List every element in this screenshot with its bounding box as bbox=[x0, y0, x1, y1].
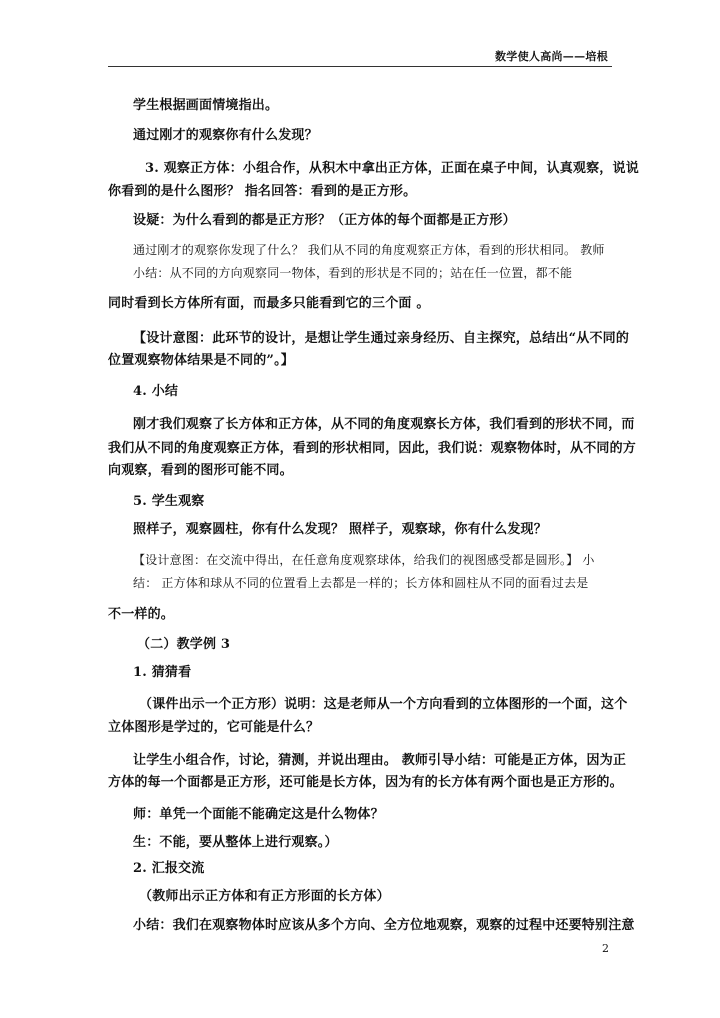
text-line: 让学生小组合作，讨论，猜测，并说出理由。 教师引导小结：可能是正方体，因为正 bbox=[133, 753, 627, 768]
text-line: 方体的每一个面都是正方形，还可能是长方体，因为有的长方体有两个面也是正方形的。 bbox=[108, 775, 623, 790]
text-line: 师：单凭一个面能不能确定这是什么物体？ bbox=[133, 807, 384, 822]
section-heading: 4. 小结 bbox=[133, 384, 179, 399]
text-line: 【设计意图：此环节的设计，是想让学生通过亲身经历、自主探究，总结出“从不同的 bbox=[133, 331, 630, 346]
text-line: 生：不能，要从整体上进行观察。） bbox=[133, 835, 338, 850]
section-heading: 2. 汇报交流 bbox=[133, 861, 205, 876]
text-line: 刚才我们观察了长方体和正方体，从不同的角度观察长方体，我们看到的形状不同，而 bbox=[133, 417, 635, 432]
text-line: 我们从不同的角度观察正方体，看到的形状相同，因此，我们说：观察物体时，从不同的方 bbox=[108, 441, 637, 456]
text-line: 通过刚才的观察你有什么发现？ bbox=[133, 128, 318, 143]
text-line: 【设计意图：在交流中得出，在任意角度观察球体，给我们的视图感受都是圆形。】 小 bbox=[133, 553, 595, 567]
text-line: 结： 正方体和球从不同的位置看上去都是一样的；长方体和圆柱从不同的面看过去是 bbox=[133, 576, 589, 590]
header-rule bbox=[108, 66, 612, 67]
section-heading: 1. 猜猜看 bbox=[133, 665, 192, 680]
text-line: 立体图形是学过的，它可能是什么？ bbox=[108, 720, 320, 735]
page-number: 2 bbox=[602, 942, 609, 955]
text-line: 向观察，看到的图形可能不同。 bbox=[108, 463, 293, 478]
text-line: 小结：我们在观察物体时应该从多个方向、全方位地观察，观察的过程中还要特别注意 bbox=[133, 918, 635, 933]
section-heading: 5. 学生观察 bbox=[133, 494, 205, 509]
page-header: 数学使人高尚——培根 bbox=[495, 50, 608, 63]
text-line: 你看到的是什么图形？ 指名回答：看到的是正方形。 bbox=[108, 184, 417, 199]
text-line: 3. 观察正方体：小组合作，从积木中拿出正方体，正面在桌子中间，认真观察，说说 bbox=[145, 161, 639, 176]
text-line: 照样子，观察圆柱，你有什么发现？ 照样子，观察球，你有什么发现？ bbox=[133, 522, 547, 537]
text-line: （课件出示一个正方形）说明：这是老师从一个方向看到的立体图形的一个面，这个 bbox=[139, 697, 628, 712]
text-line: 同时看到长方体所有面，而最多只能看到它的三个面 。 bbox=[108, 296, 430, 311]
text-line: 设疑：为什么看到的都是正方形？（正方体的每个面都是正方形） bbox=[133, 213, 516, 228]
section-heading: （二）教学例 3 bbox=[137, 637, 231, 652]
text-line: 学生根据画面情境指出。 bbox=[133, 98, 279, 113]
text-line: （教师出示正方体和有正方形面的长方体） bbox=[139, 889, 390, 904]
text-line: 小结：从不同的方向观察同一物体，看到的形状是不同的；站在任一位置，都不能 bbox=[133, 266, 573, 280]
text-line: 不一样的。 bbox=[108, 607, 175, 622]
text-line: 位置观察物体结果是不同的”。】 bbox=[108, 353, 294, 368]
text-line: 通过刚才的观察你发现了什么？ 我们从不同的角度观察正方体，看到的形状相同。 教师 bbox=[133, 243, 605, 257]
